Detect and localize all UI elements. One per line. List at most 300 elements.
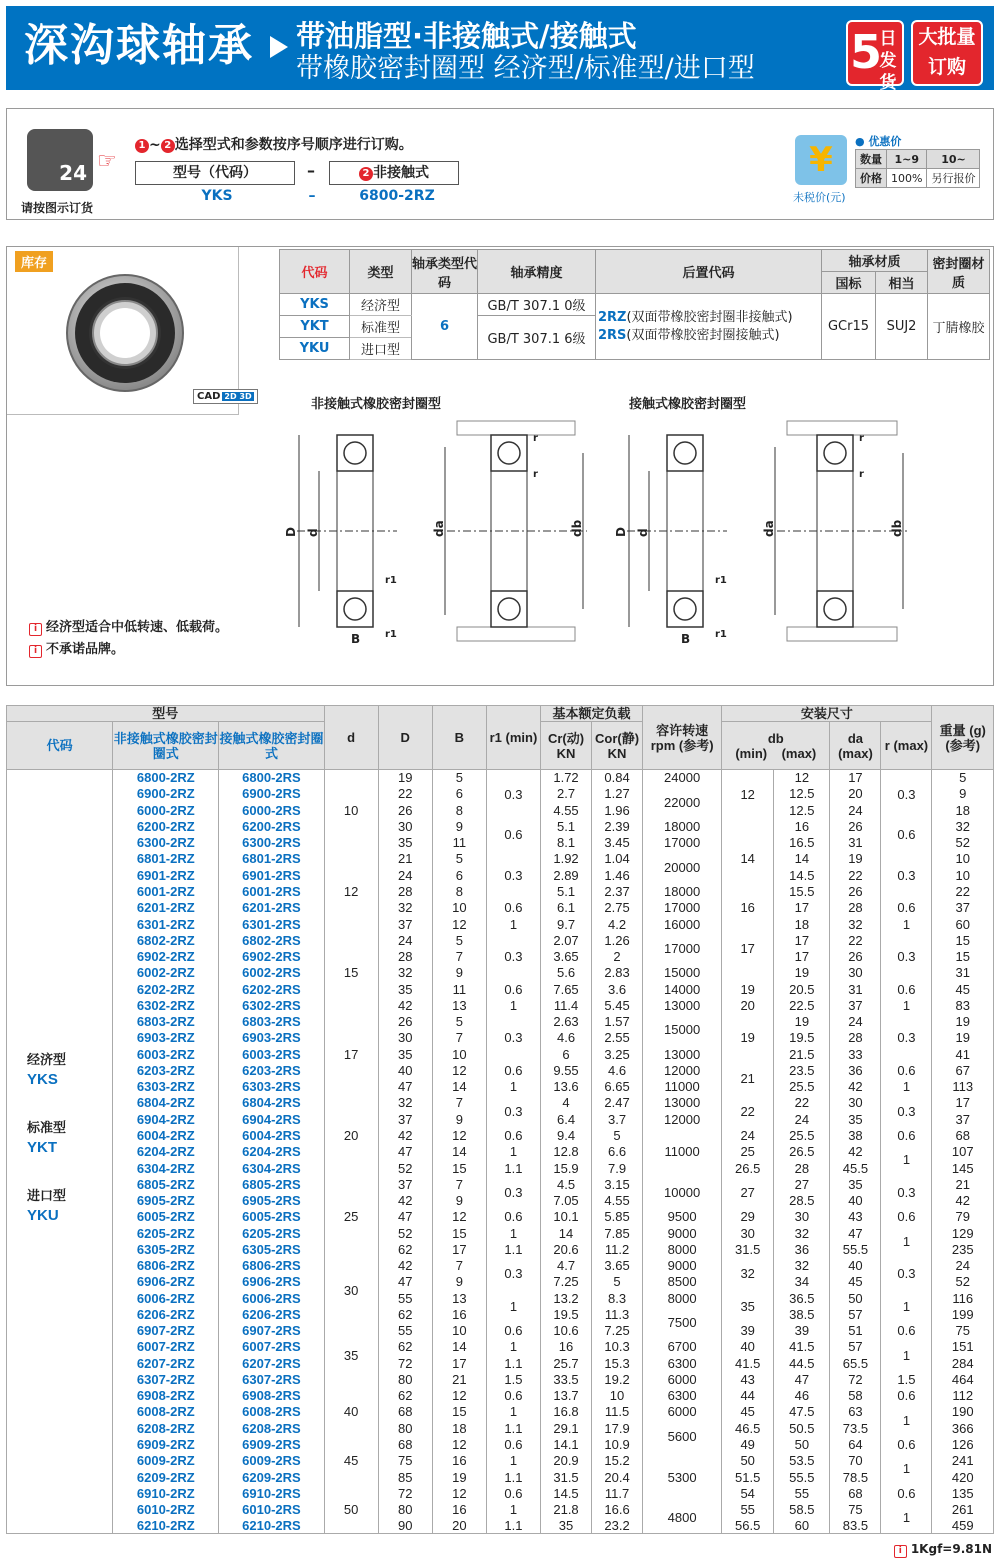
cad-download-button[interactable] xyxy=(193,389,258,404)
cell-B: 7 xyxy=(432,1176,486,1192)
cell-noncontact-model[interactable]: 6307-2RZ xyxy=(113,1371,219,1387)
cell-contact-model[interactable]: 6005-2RS xyxy=(219,1209,324,1225)
cell-noncontact-model[interactable]: 6908-2RZ xyxy=(113,1388,219,1404)
cell-db-max: 17 xyxy=(774,900,830,916)
cell-noncontact-model[interactable]: 6802-2RZ xyxy=(113,932,219,948)
cell-noncontact-model[interactable]: 6003-2RZ xyxy=(113,1046,219,1062)
cell-cor: 1.26 xyxy=(592,932,643,948)
cell-cor: 16.6 xyxy=(592,1501,643,1517)
cell-cr: 16.8 xyxy=(541,1404,592,1420)
spec-suffix xyxy=(596,294,822,360)
cell-r1: 1.1 xyxy=(486,1241,540,1257)
cell-D: 52 xyxy=(378,1225,432,1241)
cell-db-max: 39 xyxy=(774,1323,830,1339)
cell-noncontact-model[interactable]: 6805-2RZ xyxy=(113,1176,219,1192)
cell-r1: 1 xyxy=(486,916,540,932)
cell-noncontact-model[interactable]: 6905-2RZ xyxy=(113,1192,219,1208)
cell-contact-model[interactable]: 6207-2RS xyxy=(219,1355,324,1371)
cell-db-min: 27 xyxy=(722,1176,774,1209)
cell-r1: 0.6 xyxy=(486,1436,540,1452)
cell-contact-model[interactable]: 6901-2RS xyxy=(219,867,324,883)
cell-db-min: 29 xyxy=(722,1209,774,1225)
cell-speed: 6000 xyxy=(643,1404,722,1420)
cell-D: 47 xyxy=(378,1209,432,1225)
cell-weight: 41 xyxy=(932,1046,994,1062)
cell-B: 18 xyxy=(432,1420,486,1436)
cell-da: 30 xyxy=(830,1095,881,1111)
order-box-sep: – xyxy=(307,161,315,180)
dim-da-contact: da xyxy=(762,520,776,537)
discount-cell: 数量 xyxy=(856,150,887,169)
note-icon: i xyxy=(29,623,42,636)
cell-D: 37 xyxy=(378,1111,432,1127)
cell-cor: 23.2 xyxy=(592,1518,643,1534)
cell-noncontact-model[interactable]: 6910-2RZ xyxy=(113,1485,219,1501)
cell-B: 7 xyxy=(432,948,486,964)
cell-contact-model[interactable]: 6303-2RS xyxy=(219,1079,324,1095)
cell-noncontact-model[interactable]: 6803-2RZ xyxy=(113,1013,219,1029)
bulk-order-badge xyxy=(911,20,983,86)
cell-cor: 2.39 xyxy=(592,818,643,834)
cell-noncontact-model[interactable]: 6302-2RZ xyxy=(113,997,219,1013)
cell-D: 26 xyxy=(378,802,432,818)
cell-cr: 15.9 xyxy=(541,1160,592,1176)
table-row xyxy=(7,1404,994,1420)
cell-r1: 1 xyxy=(486,1404,540,1420)
cell-contact-model[interactable]: 6905-2RS xyxy=(219,1192,324,1208)
cell-noncontact-model[interactable]: 6303-2RZ xyxy=(113,1079,219,1095)
spec-h-seal: 密封圈材质 xyxy=(928,250,990,294)
cell-weight: 37 xyxy=(932,1111,994,1127)
cell-weight: 107 xyxy=(932,1144,994,1160)
cell-contact-model[interactable]: 6804-2RS xyxy=(219,1095,324,1111)
cell-cr: 14.5 xyxy=(541,1485,592,1501)
cell-d: 50 xyxy=(324,1485,378,1534)
cell-contact-model[interactable]: 6208-2RS xyxy=(219,1420,324,1436)
cell-db-min: 50 xyxy=(722,1453,774,1469)
page-subtitle-1: 带油脂型·非接触式/接触式 xyxy=(296,19,637,53)
cell-noncontact-model[interactable]: 6904-2RZ xyxy=(113,1111,219,1127)
cell-contact-model[interactable]: 6805-2RS xyxy=(219,1176,324,1192)
table-row xyxy=(7,1453,994,1469)
cell-contact-model[interactable]: 6910-2RS xyxy=(219,1485,324,1501)
cell-contact-model[interactable]: 6908-2RS xyxy=(219,1388,324,1404)
cell-db-max: 19 xyxy=(774,965,830,981)
cell-contact-model[interactable]: 6009-2RS xyxy=(219,1453,324,1469)
cell-da: 26 xyxy=(830,818,881,834)
order-instructions-panel xyxy=(6,108,994,220)
cell-cor: 2.55 xyxy=(592,1030,643,1046)
cell-weight: 129 xyxy=(932,1225,994,1241)
cell-r: 0.3 xyxy=(881,770,932,819)
dim-r1: r1 xyxy=(385,575,397,586)
cell-cor: 2.83 xyxy=(592,965,643,981)
code-label-cell xyxy=(7,770,113,1534)
cell-r: 0.6 xyxy=(881,1062,932,1078)
cell-weight: 10 xyxy=(932,867,994,883)
cell-contact-model[interactable]: 6004-2RS xyxy=(219,1127,324,1143)
cell-D: 55 xyxy=(378,1323,432,1339)
cell-noncontact-model[interactable]: 6207-2RZ xyxy=(113,1355,219,1371)
table-row xyxy=(7,1469,994,1485)
cell-noncontact-model[interactable]: 6202-2RZ xyxy=(113,981,219,997)
cell-B: 15 xyxy=(432,1404,486,1420)
cell-weight: 19 xyxy=(932,1013,994,1029)
table-body xyxy=(7,770,994,1534)
cell-r1: 0.6 xyxy=(486,1323,540,1339)
cell-B: 6 xyxy=(432,786,486,802)
cell-noncontact-model[interactable]: 6007-2RZ xyxy=(113,1339,219,1355)
cell-r1: 1 xyxy=(486,1079,540,1095)
cell-noncontact-model[interactable]: 6000-2RZ xyxy=(113,802,219,818)
cell-noncontact-model[interactable]: 6907-2RZ xyxy=(113,1323,219,1339)
cell-D: 30 xyxy=(378,1030,432,1046)
cell-db-min: 19 xyxy=(722,1013,774,1062)
th-db-min: (min) xyxy=(735,745,768,761)
order-box-model xyxy=(135,161,295,185)
cell-r1: 0.3 xyxy=(486,1257,540,1290)
code-value-label: YKS xyxy=(27,1070,58,1088)
cell-speed: 6000 xyxy=(643,1371,722,1387)
title-arrow-icon xyxy=(270,36,288,58)
cell-contact-model[interactable]: 6010-2RS xyxy=(219,1501,324,1517)
cell-noncontact-model[interactable]: 6010-2RZ xyxy=(113,1501,219,1517)
cell-noncontact-model[interactable]: 6906-2RZ xyxy=(113,1274,219,1290)
cell-r1: 0.3 xyxy=(486,932,540,981)
th-code: 代码 xyxy=(7,722,113,770)
cell-d: 17 xyxy=(324,1013,378,1094)
cell-noncontact-model[interactable]: 6806-2RZ xyxy=(113,1257,219,1273)
cell-db-min: 41.5 xyxy=(722,1355,774,1371)
cell-contact-model[interactable]: 6304-2RS xyxy=(219,1160,324,1176)
cell-contact-model[interactable]: 6800-2RS xyxy=(219,770,324,786)
cell-noncontact-model[interactable]: 6004-2RZ xyxy=(113,1127,219,1143)
spec-code: YKU xyxy=(280,338,350,360)
cell-r1: 0.6 xyxy=(486,1127,540,1143)
cell-weight: 21 xyxy=(932,1176,994,1192)
cell-noncontact-model[interactable]: 6005-2RZ xyxy=(113,1209,219,1225)
discount-row xyxy=(856,150,980,169)
cell-contact-model[interactable]: 6902-2RS xyxy=(219,948,324,964)
cell-D: 42 xyxy=(378,1192,432,1208)
cell-noncontact-model[interactable]: 6006-2RZ xyxy=(113,1290,219,1306)
cell-D: 85 xyxy=(378,1469,432,1485)
cell-noncontact-model[interactable]: 6801-2RZ xyxy=(113,851,219,867)
cell-da: 19 xyxy=(830,851,881,867)
cell-contact-model[interactable]: 6206-2RS xyxy=(219,1306,324,1322)
cell-db-min: 32 xyxy=(722,1257,774,1290)
cell-weight: 151 xyxy=(932,1339,994,1355)
cell-da: 75 xyxy=(830,1501,881,1517)
cell-noncontact-model[interactable]: 6008-2RZ xyxy=(113,1404,219,1420)
cell-contact-model[interactable]: 6300-2RS xyxy=(219,835,324,851)
cell-B: 17 xyxy=(432,1241,486,1257)
cell-weight: 145 xyxy=(932,1160,994,1176)
cell-weight: 45 xyxy=(932,981,994,997)
cell-noncontact-model[interactable]: 6902-2RZ xyxy=(113,948,219,964)
cell-da: 65.5 xyxy=(830,1355,881,1371)
cell-speed: 22000 xyxy=(643,786,722,819)
cell-da: 35 xyxy=(830,1111,881,1127)
cell-noncontact-model[interactable]: 6305-2RZ xyxy=(113,1241,219,1257)
cell-D: 19 xyxy=(378,770,432,786)
page-title: 深沟球轴承 xyxy=(24,20,254,71)
cell-contact-model[interactable]: 6802-2RS xyxy=(219,932,324,948)
cell-db-min: 54 xyxy=(722,1485,774,1501)
cell-d: 40 xyxy=(324,1388,378,1437)
table-row xyxy=(7,1241,994,1257)
cell-cr: 20.6 xyxy=(541,1241,592,1257)
cell-d: 35 xyxy=(324,1323,378,1388)
cell-contact-model[interactable]: 6007-2RS xyxy=(219,1339,324,1355)
dim-r-contact: r xyxy=(859,433,864,444)
cell-cr: 2.7 xyxy=(541,786,592,802)
cell-contact-model[interactable]: 6806-2RS xyxy=(219,1257,324,1273)
order-example-dash: – xyxy=(308,188,316,204)
cell-db-min: 35 xyxy=(722,1290,774,1323)
cell-weight: 459 xyxy=(932,1518,994,1534)
suffix-2rs-code: 2RS xyxy=(598,327,627,343)
footnote-text: 1Kgf=9.81N xyxy=(910,1542,992,1556)
cell-noncontact-model[interactable]: 6800-2RZ xyxy=(113,770,219,786)
dim-D: D xyxy=(284,527,298,537)
cell-contact-model[interactable]: 6202-2RS xyxy=(219,981,324,997)
cell-db-max: 19 xyxy=(774,1013,830,1029)
table-row xyxy=(7,900,994,916)
cell-speed: 17000 xyxy=(643,835,722,851)
cell-noncontact-model[interactable]: 6903-2RZ xyxy=(113,1030,219,1046)
cell-contact-model[interactable]: 6301-2RS xyxy=(219,916,324,932)
cell-db-max: 36.5 xyxy=(774,1290,830,1306)
cell-d: 15 xyxy=(324,932,378,1013)
dim-da: da xyxy=(432,520,446,537)
th-da: da (max) xyxy=(830,722,881,770)
cell-noncontact-model[interactable]: 6210-2RZ xyxy=(113,1518,219,1534)
cell-D: 90 xyxy=(378,1518,432,1534)
cell-noncontact-model[interactable]: 6909-2RZ xyxy=(113,1436,219,1452)
cell-D: 24 xyxy=(378,867,432,883)
cell-noncontact-model[interactable]: 6002-2RZ xyxy=(113,965,219,981)
order-example-model: 6800-2RZ xyxy=(359,188,435,204)
cell-da: 43 xyxy=(830,1209,881,1225)
cell-D: 35 xyxy=(378,981,432,997)
cell-noncontact-model[interactable]: 6200-2RZ xyxy=(113,818,219,834)
cell-D: 72 xyxy=(378,1355,432,1371)
cell-r: 1 xyxy=(881,1501,932,1534)
cell-r1: 1.1 xyxy=(486,1469,540,1485)
cell-noncontact-model[interactable]: 6009-2RZ xyxy=(113,1453,219,1469)
cell-cor: 3.45 xyxy=(592,835,643,851)
cell-speed: 8000 xyxy=(643,1290,722,1306)
cell-da: 33 xyxy=(830,1046,881,1062)
cell-noncontact-model[interactable]: 6203-2RZ xyxy=(113,1062,219,1078)
cell-contact-model[interactable]: 6302-2RS xyxy=(219,997,324,1013)
cell-d: 12 xyxy=(324,851,378,932)
cell-B: 12 xyxy=(432,1062,486,1078)
cell-speed: 9000 xyxy=(643,1257,722,1273)
spec-notes xyxy=(29,617,228,661)
cell-contact-model[interactable]: 6305-2RS xyxy=(219,1241,324,1257)
cell-r1: 1 xyxy=(486,1339,540,1355)
cell-weight: 112 xyxy=(932,1388,994,1404)
cell-speed: 15000 xyxy=(643,1013,722,1046)
cell-db-max: 47 xyxy=(774,1371,830,1387)
cell-weight: 17 xyxy=(932,1095,994,1111)
cell-cr: 4.55 xyxy=(541,802,592,818)
cell-contact-model[interactable]: 6204-2RS xyxy=(219,1144,324,1160)
cell-contact-model[interactable]: 6001-2RS xyxy=(219,883,324,899)
cell-cor: 10.3 xyxy=(592,1339,643,1355)
cell-B: 20 xyxy=(432,1518,486,1534)
cell-contact-model[interactable]: 6900-2RS xyxy=(219,786,324,802)
cell-db-max: 53.5 xyxy=(774,1453,830,1469)
cell-da: 30 xyxy=(830,965,881,981)
cell-noncontact-model[interactable]: 6206-2RZ xyxy=(113,1306,219,1322)
cell-contact-model[interactable]: 6909-2RS xyxy=(219,1436,324,1452)
cell-noncontact-model[interactable]: 6900-2RZ xyxy=(113,786,219,802)
cell-db-max: 12.5 xyxy=(774,802,830,818)
cell-noncontact-model[interactable]: 6901-2RZ xyxy=(113,867,219,883)
cell-weight: 126 xyxy=(932,1436,994,1452)
cell-r: 0.6 xyxy=(881,1323,932,1339)
dim-d-contact: d xyxy=(636,528,650,537)
cell-D: 42 xyxy=(378,997,432,1013)
cell-da: 40 xyxy=(830,1257,881,1273)
cell-B: 9 xyxy=(432,1192,486,1208)
cell-contact-model[interactable]: 6801-2RS xyxy=(219,851,324,867)
cell-weight: 15 xyxy=(932,932,994,948)
cell-noncontact-model[interactable]: 6001-2RZ xyxy=(113,883,219,899)
cell-cr: 1.72 xyxy=(541,770,592,786)
spec-header-row xyxy=(280,250,990,272)
dim-d: d xyxy=(306,528,320,537)
cell-contact-model[interactable]: 6000-2RS xyxy=(219,802,324,818)
cell-db-max: 47.5 xyxy=(774,1404,830,1420)
cell-contact-model[interactable]: 6002-2RS xyxy=(219,965,324,981)
diagram-noncontact-mount xyxy=(432,421,587,641)
cell-contact-model[interactable]: 6904-2RS xyxy=(219,1111,324,1127)
table-row xyxy=(7,1062,994,1078)
cell-contact-model[interactable]: 6200-2RS xyxy=(219,818,324,834)
cell-cr: 1.92 xyxy=(541,851,592,867)
cell-db-max: 41.5 xyxy=(774,1339,830,1355)
cell-D: 40 xyxy=(378,1062,432,1078)
th-contact: 接触式橡胶密封圈式 xyxy=(219,722,324,770)
cell-speed: 17000 xyxy=(643,932,722,965)
cell-db-max: 44.5 xyxy=(774,1355,830,1371)
spec-type: 进口型 xyxy=(350,338,412,360)
discount-cell: 1~9 xyxy=(887,150,927,169)
cell-speed: 13000 xyxy=(643,1095,722,1111)
cell-noncontact-model[interactable]: 6201-2RZ xyxy=(113,900,219,916)
cell-D: 62 xyxy=(378,1339,432,1355)
cell-noncontact-model[interactable]: 6205-2RZ xyxy=(113,1225,219,1241)
cell-cor: 7.85 xyxy=(592,1225,643,1241)
cell-cr: 4 xyxy=(541,1095,592,1111)
cell-contact-model[interactable]: 6903-2RS xyxy=(219,1030,324,1046)
cell-B: 14 xyxy=(432,1079,486,1095)
cell-contact-model[interactable]: 6205-2RS xyxy=(219,1225,324,1241)
cell-contact-model[interactable]: 6906-2RS xyxy=(219,1274,324,1290)
cell-r: 0.3 xyxy=(881,1013,932,1062)
cell-db-min: 22 xyxy=(722,1095,774,1128)
spec-h-precision: 轴承精度 xyxy=(478,250,596,294)
spec-code: YKT xyxy=(280,316,350,338)
cell-cor: 4.55 xyxy=(592,1192,643,1208)
cell-noncontact-model[interactable]: 6208-2RZ xyxy=(113,1420,219,1436)
th-speed: 容许转速 rpm (参考) xyxy=(643,706,722,770)
cell-contact-model[interactable]: 6209-2RS xyxy=(219,1469,324,1485)
cell-contact-model[interactable]: 6307-2RS xyxy=(219,1371,324,1387)
cell-contact-model[interactable]: 6201-2RS xyxy=(219,900,324,916)
cell-r: 0.3 xyxy=(881,1257,932,1290)
cell-B: 12 xyxy=(432,1209,486,1225)
table-row xyxy=(7,1209,994,1225)
cell-contact-model[interactable]: 6203-2RS xyxy=(219,1062,324,1078)
cell-contact-model[interactable]: 6008-2RS xyxy=(219,1404,324,1420)
th-d: d xyxy=(324,706,378,770)
table-row xyxy=(7,770,994,786)
th-model: 型号 xyxy=(7,706,325,722)
cell-D: 68 xyxy=(378,1436,432,1452)
cell-cr: 19.5 xyxy=(541,1306,592,1322)
cell-B: 6 xyxy=(432,867,486,883)
cell-da: 31 xyxy=(830,981,881,997)
cell-cr: 7.65 xyxy=(541,981,592,997)
cell-noncontact-model[interactable]: 6301-2RZ xyxy=(113,916,219,932)
cell-weight: 113 xyxy=(932,1079,994,1095)
cell-db-max: 21.5 xyxy=(774,1046,830,1062)
cell-r: 0.6 xyxy=(881,818,932,851)
cell-db-max: 17 xyxy=(774,948,830,964)
table-row xyxy=(7,1420,994,1436)
discount-cell: 10~ xyxy=(927,150,980,169)
cell-r1: 1.1 xyxy=(486,1160,540,1176)
cell-noncontact-model[interactable]: 6300-2RZ xyxy=(113,835,219,851)
cell-cor: 2 xyxy=(592,948,643,964)
cell-cr: 14.1 xyxy=(541,1436,592,1452)
cell-da: 42 xyxy=(830,1144,881,1160)
cell-contact-model[interactable]: 6210-2RS xyxy=(219,1518,324,1534)
table-row xyxy=(7,1436,994,1452)
cell-da: 51 xyxy=(830,1323,881,1339)
cell-noncontact-model[interactable]: 6209-2RZ xyxy=(113,1469,219,1485)
cell-noncontact-model[interactable]: 6804-2RZ xyxy=(113,1095,219,1111)
cell-D: 21 xyxy=(378,851,432,867)
spec-table xyxy=(279,249,990,360)
spec-type: 标准型 xyxy=(350,316,412,338)
cell-r1: 0.6 xyxy=(486,1062,540,1078)
cell-db-max: 32 xyxy=(774,1257,830,1273)
cell-da: 58 xyxy=(830,1388,881,1404)
cell-r: 1 xyxy=(881,1339,932,1372)
cell-contact-model[interactable]: 6803-2RS xyxy=(219,1013,324,1029)
cell-noncontact-model[interactable]: 6204-2RZ xyxy=(113,1144,219,1160)
th-db xyxy=(722,722,830,770)
note-text: 经济型适合中低转速、低载荷。 xyxy=(46,620,229,635)
cell-db-min: 49 xyxy=(722,1436,774,1452)
cell-noncontact-model[interactable]: 6304-2RZ xyxy=(113,1160,219,1176)
cell-speed: 6300 xyxy=(643,1388,722,1404)
cell-da: 20 xyxy=(830,786,881,802)
cell-r: 1 xyxy=(881,916,932,932)
cell-da: 32 xyxy=(830,916,881,932)
cell-da: 47 xyxy=(830,1225,881,1241)
cell-contact-model[interactable]: 6003-2RS xyxy=(219,1046,324,1062)
cell-contact-model[interactable]: 6907-2RS xyxy=(219,1323,324,1339)
cell-contact-model[interactable]: 6006-2RS xyxy=(219,1290,324,1306)
cell-db-min: 14 xyxy=(722,818,774,899)
